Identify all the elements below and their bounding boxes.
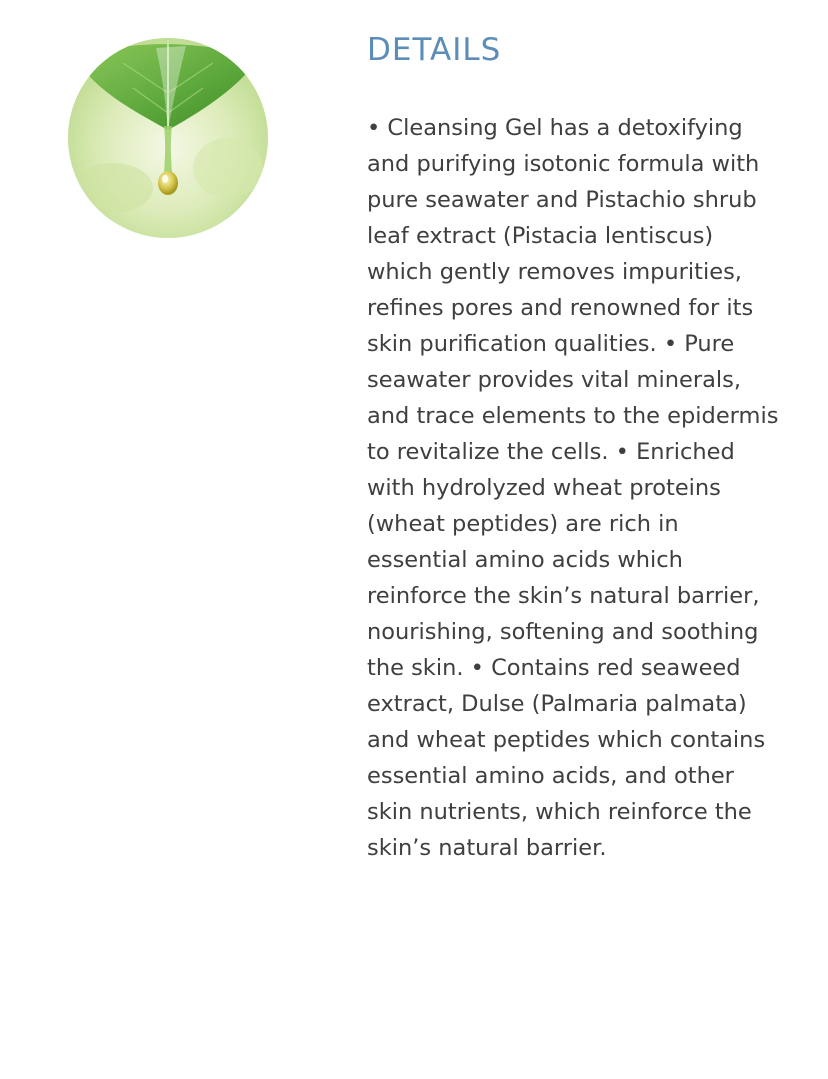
details-description: • Cleansing Gel has a detoxifying and purifying isotonic formula with pure seawater and Pistachio shrub leaf extract (Pistacia lentiscus) which gently removes impurities, refines pores and renowned for its skin purification qualities. • Pure seawater provides vital minerals, and trace elements to the epidermis to revitalize the cells. • Enriched with hydrolyzed wheat proteins (wheat peptides) are rich in essential amino acids which reinforce the skin’s natural barrier, nourishing, softening and soothing the skin. • Contains red seaweed extract, Dulse (Palmaria palmata) and wheat peptides which contains essential amino acids, and other skin nutrients, which reinforce the skin’s natural barrier. [367, 115, 779, 861]
details-title: DETAILS [367, 32, 502, 68]
leaf-drop-image [68, 38, 268, 238]
leaf-drop-icon [68, 38, 268, 238]
